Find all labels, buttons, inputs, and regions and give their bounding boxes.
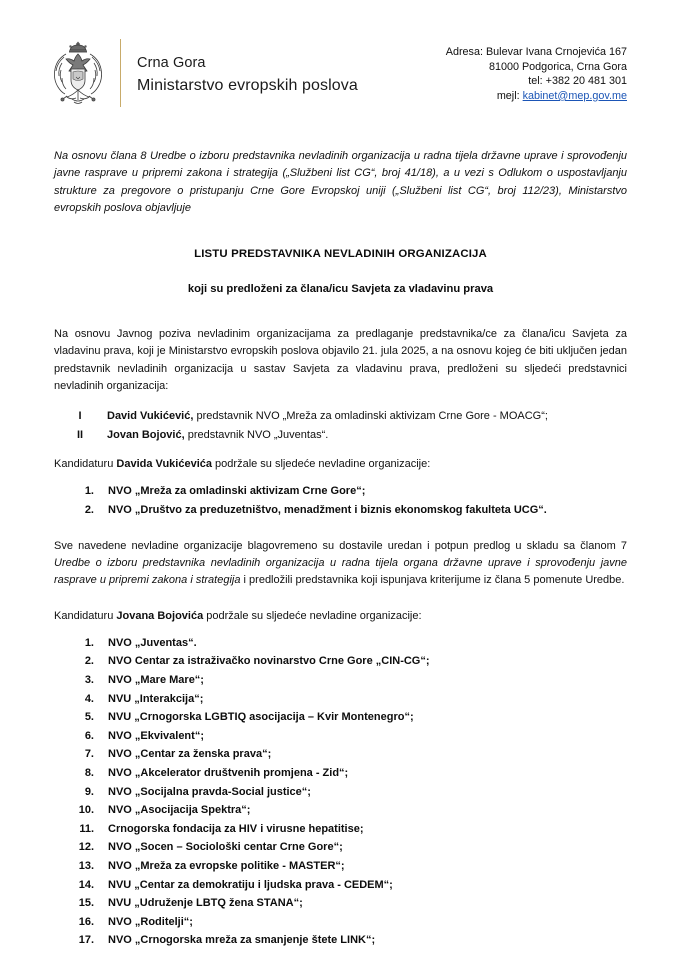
candidate-numeral: II bbox=[76, 428, 84, 441]
support2-organizations-list bbox=[54, 634, 627, 950]
list-item-label: Crnogorska fondacija za HIV i virusne hepatitise; bbox=[108, 822, 364, 835]
list-item-number: 1. bbox=[84, 636, 94, 649]
compliance-plain-start: Sve navedene nevladine organizacije blagovremeno su dostavile uredan i potpun predlog u skladu sa članom 7 bbox=[54, 539, 627, 552]
announcement-paragraph: Na osnovu Javnog poziva nevladinim organizacijama za predlaganje predstavnika/ce za člana/icu Savjeta za vladavinu prava, koji je Ministarstvo evropskih poslova objavilo 21. jula 2025, a na osnovu kojeg će biti uključen jedan predstavnik nevladinih organizacija u sastav Savjeta za vladavinu prava, predloženi su sljedeći predstavnici nevladinih organizacija: bbox=[54, 328, 627, 393]
contact-address-line2: 81000 Podgorica, Crna Gora bbox=[488, 60, 627, 73]
support1-lead-after: podržale su sljedeće nevladine organizacije: bbox=[212, 458, 431, 471]
compliance-regulation-title: Uredbe o izboru predstavnika nevladinih organizacija u radna tijela organa državne uprave i sprovođenju javne rasprave u pripremi zakona i strategija bbox=[54, 556, 627, 587]
list-item bbox=[54, 708, 627, 727]
list-item-label: NVO „Centar za ženska prava“; bbox=[108, 748, 272, 761]
list-item bbox=[54, 426, 627, 444]
list-item-number: 12. bbox=[78, 841, 94, 854]
support1-organizations-list bbox=[54, 482, 627, 519]
list-item bbox=[54, 501, 627, 520]
title-block bbox=[54, 245, 627, 298]
candidate-name: David Vukićević, bbox=[107, 410, 194, 423]
list-item bbox=[54, 652, 627, 671]
candidate-entry bbox=[107, 426, 627, 444]
brand-divider bbox=[120, 39, 121, 107]
list-item bbox=[54, 671, 627, 690]
country-name: Crna Gora bbox=[137, 55, 206, 71]
support1-lead-before: Kandidaturu bbox=[54, 458, 117, 471]
list-item-number: 14. bbox=[78, 878, 94, 891]
list-item-label: NVO „Mreža za omladinski aktivizam Crne Gore“; bbox=[108, 485, 366, 498]
list-item bbox=[54, 690, 627, 709]
list-item-number: 2. bbox=[84, 504, 94, 517]
list-item bbox=[54, 820, 627, 839]
list-item bbox=[54, 931, 627, 950]
support2-lead-after: podržale su sljedeće nevladine organizacije: bbox=[203, 609, 422, 622]
contact-email-row bbox=[446, 89, 627, 104]
list-item bbox=[54, 876, 627, 895]
candidate-affiliation: predstavnik NVO „Juventas“. bbox=[184, 428, 329, 441]
letterhead bbox=[0, 0, 679, 110]
list-item bbox=[54, 913, 627, 932]
list-item-number: 1. bbox=[84, 485, 94, 498]
list-item bbox=[54, 727, 627, 746]
brand-text bbox=[137, 48, 358, 98]
list-item-number: 4. bbox=[84, 692, 94, 705]
list-item-label: NVO „Socen – Sociološki centar Crne Gore“; bbox=[108, 841, 343, 854]
support1-candidate-name: Davida Vukićevića bbox=[116, 458, 212, 471]
support2-candidate-name: Jovana Bojovića bbox=[116, 609, 204, 622]
list-item-number: 11. bbox=[79, 822, 94, 835]
list-item bbox=[54, 801, 627, 820]
list-item bbox=[54, 857, 627, 876]
list-item bbox=[54, 634, 627, 653]
list-item-label: NVO „Asocijacija Spektra“; bbox=[108, 804, 251, 817]
list-item bbox=[54, 764, 627, 783]
contact-address-line1: Adresa: Bulevar Ivana Crnojevića 167 bbox=[445, 46, 627, 58]
list-item-label: NVO „Socijalna pravda-Social justice“; bbox=[108, 785, 311, 798]
contact-phone: tel: +382 20 481 301 bbox=[528, 75, 627, 88]
list-item-number: 13. bbox=[78, 859, 94, 872]
list-item-label: NVO „Društvo za preduzetništvo, menadžment i biznis ekonomskog fakulteta UCG“. bbox=[108, 504, 547, 517]
montenegro-coat-of-arms-icon bbox=[50, 36, 106, 110]
list-item bbox=[54, 894, 627, 913]
list-item-label: NVO „Mreža za evropske politike - MASTER“; bbox=[108, 859, 345, 872]
candidate-entry bbox=[107, 407, 627, 425]
list-item-label: NVO „Juventas“. bbox=[108, 636, 197, 649]
legal-basis-paragraph: Na osnovu člana 8 Uredbe o izboru predstavnika nevladinih organizacija u radna tijela državne uprave i sprovođenju javne rasprave u pripremi zakona i strategija („Službeni list CG“, broj 41/18), a u vezi s Odlukom o uspostavljanju strukture za pregovore o pristupanju Crne Gore Evropskoj uniji („Službeni list CG“, broj 112/23), Ministarstvo evropskih poslova objavljuje bbox=[54, 150, 627, 214]
page-title: LISTU PREDSTAVNIKA NEVLADINIH ORGANIZACIJA bbox=[194, 248, 487, 261]
list-item-label: NVO Centar za istraživačko novinarstvo Crne Gore „CIN-CG“; bbox=[108, 655, 430, 668]
list-item-number: 10. bbox=[78, 804, 94, 817]
support2-lead bbox=[54, 608, 627, 625]
list-item-label: NVO „Roditelji“; bbox=[108, 915, 193, 928]
list-item bbox=[54, 407, 627, 425]
list-item-number: 16. bbox=[78, 915, 94, 928]
list-item-label: NVU „Udruženje LBTQ žena STANA“; bbox=[108, 897, 303, 910]
candidates-list bbox=[54, 407, 627, 444]
page-subtitle: koji su predloženi za člana/icu Savjeta za vladavinu prava bbox=[187, 283, 494, 296]
list-item bbox=[54, 745, 627, 764]
list-item bbox=[54, 482, 627, 501]
ministry-name: Ministarstvo evropskih poslova bbox=[137, 77, 358, 94]
list-item-label: NVU „Centar za demokratiju i ljudska prava - CEDEM“; bbox=[108, 878, 393, 891]
candidate-name: Jovan Bojović, bbox=[107, 428, 185, 441]
support2-lead-before: Kandidaturu bbox=[54, 609, 117, 622]
list-item-label: NVU „Crnogorska LGBTIQ asocijacija – Kvir Montenegro“; bbox=[108, 711, 414, 724]
list-item-number: 5. bbox=[84, 711, 94, 724]
candidate-affiliation: predstavnik NVO „Mreža za omladinski aktivizam Crne Gore - MOACG“; bbox=[193, 410, 548, 423]
list-item-number: 15. bbox=[78, 897, 94, 910]
contact-email-link[interactable]: kabinet@mep.gov.me bbox=[522, 89, 627, 102]
list-item bbox=[54, 783, 627, 802]
compliance-paragraph bbox=[54, 538, 627, 590]
support1-lead bbox=[54, 456, 627, 473]
compliance-plain-end: i predložili predstavnika koji ispunjava kriterijume iz člana 5 pomenute Uredbe. bbox=[240, 574, 625, 587]
candidate-numeral: I bbox=[78, 410, 82, 423]
list-item-label: NVO „Crnogorska mreža za smanjenje štete LINK“; bbox=[108, 934, 376, 947]
list-item-number: 6. bbox=[84, 729, 94, 742]
list-item-label: NVO „Mare Mare“; bbox=[108, 674, 204, 687]
list-item bbox=[54, 838, 627, 857]
contact-email-label: mejl: bbox=[496, 89, 520, 102]
document-body bbox=[0, 148, 679, 950]
list-item-label: NVO „Ekvivalent“; bbox=[108, 729, 204, 742]
ministry-branding bbox=[50, 36, 358, 110]
list-item-label: NVO „Akcelerator društvenih promjena - Zid“; bbox=[108, 767, 349, 780]
list-item-label: NVU „Interakcija“; bbox=[108, 692, 204, 705]
list-item-number: 8. bbox=[84, 767, 94, 780]
list-item-number: 7. bbox=[84, 748, 94, 761]
list-item-number: 9. bbox=[84, 785, 94, 798]
list-item-number: 3. bbox=[84, 674, 94, 687]
contact-block bbox=[446, 36, 627, 103]
list-item-number: 2. bbox=[84, 655, 94, 668]
list-item-number: 17. bbox=[78, 934, 94, 947]
